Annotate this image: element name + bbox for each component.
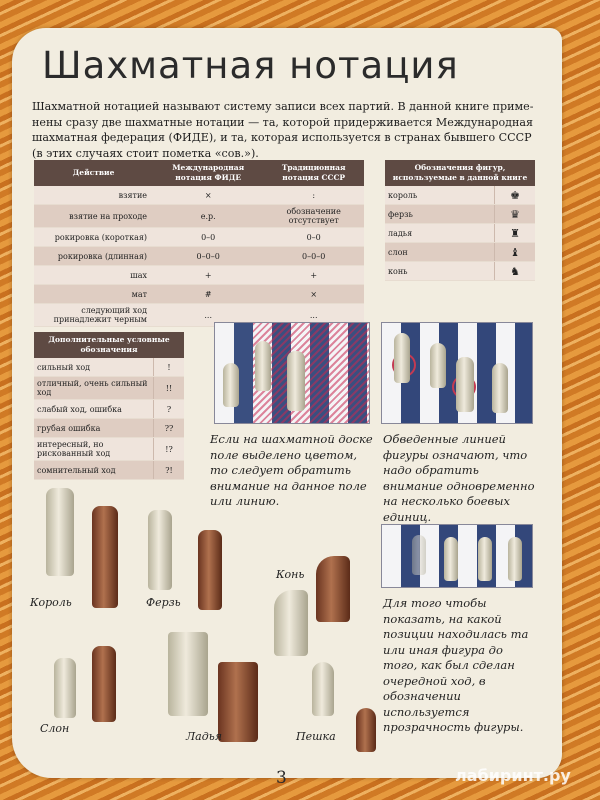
page-title: Шахматная нотация	[42, 44, 459, 87]
white-bishop-image	[54, 658, 76, 718]
white-queen-image	[148, 510, 172, 590]
pawn-piece-image	[508, 537, 522, 581]
table-cell: #	[153, 285, 263, 304]
table-cell: +	[263, 266, 364, 285]
table-cell: 0–0–0	[153, 247, 263, 266]
piece-name: король	[385, 186, 495, 205]
dark-knight-image	[316, 556, 350, 622]
table-cell: обозначение отсутствует	[263, 205, 364, 228]
dark-king-image	[92, 506, 118, 608]
pieces-header: Обозначения фигур, используемые в данной книге	[385, 160, 535, 186]
table-cell: ...	[153, 304, 263, 327]
table-row	[34, 285, 364, 304]
notation-symbol: ?	[154, 400, 185, 419]
dark-queen-image	[198, 530, 222, 610]
pawn-piece-image	[478, 537, 492, 581]
bishop-piece-image	[223, 363, 239, 407]
table-cell: шах	[34, 266, 153, 285]
notation-symbol: ?!	[154, 461, 185, 480]
piece-icon: ♞	[495, 262, 536, 281]
piece-name: слон	[385, 243, 495, 262]
notation-header-fide: Международная нотация ФИДЕ	[153, 160, 263, 186]
table-row	[34, 400, 184, 419]
piece-icon: ♝	[495, 243, 536, 262]
label-rook: Ладья	[186, 730, 222, 743]
piece-icon: ♜	[495, 224, 536, 243]
intro-paragraph: Шахматной нотацией называют систему записи всех партий. В данной книге приме-нены сразу две шахматные нотации — та, которой придерживается Международная шахматная федерация (ФИДЕ), и та, которая используется в странах бывшего СССР (в этих случаях стоит пометка «сов.»).	[32, 100, 534, 160]
transparency-board-image	[381, 524, 533, 588]
label-knight: Конь	[276, 568, 305, 581]
table-row	[34, 419, 184, 438]
page-number: 3	[276, 768, 287, 788]
notation-header-row	[34, 160, 364, 186]
white-knight-image	[274, 590, 308, 656]
table-row	[34, 247, 364, 266]
white-king-image	[46, 488, 74, 576]
notation-table	[34, 160, 364, 327]
pawn-piece-image	[444, 537, 458, 581]
table-cell: 0–0–0	[263, 247, 364, 266]
table-cell: взятие	[34, 186, 153, 205]
table-cell: рокировка (короткая)	[34, 228, 153, 247]
table-row	[34, 438, 184, 461]
table-row	[385, 224, 535, 243]
king-piece-image	[456, 357, 474, 412]
transparency-caption: Для того чтобы показать, на какой позиции находилась та или иная фигура до того, как был сделан очередной ход, в обозначении используется прозрачность фигуры.	[383, 596, 529, 734]
table-cell: ×	[153, 186, 263, 205]
piece-name: конь	[385, 262, 495, 281]
piece-name: ферзь	[385, 205, 495, 224]
dark-rook-image	[218, 662, 258, 742]
piece-icon: ♛	[495, 205, 536, 224]
table-row	[385, 186, 535, 205]
notation-meaning: грубая ошибка	[34, 419, 154, 438]
white-rook-image	[168, 632, 208, 716]
white-pawn-image	[312, 662, 334, 716]
ghost-pawn-image	[412, 535, 426, 575]
table-row	[385, 243, 535, 262]
bishop-piece-image	[492, 363, 508, 413]
king-piece-image	[287, 351, 305, 411]
rook-piece-image	[394, 333, 410, 383]
notation-meaning: слабый ход, ошибка	[34, 400, 154, 419]
table-row	[34, 266, 364, 285]
label-queen: Ферзь	[146, 596, 181, 609]
table-cell: 0–0	[263, 228, 364, 247]
highlighted-board-image	[214, 322, 370, 424]
outlined-board-image	[381, 322, 533, 424]
notation-meaning: сомнительный ход	[34, 461, 154, 480]
table-row	[34, 228, 364, 247]
table-cell: рокировка (длинная)	[34, 247, 153, 266]
table-cell: ×	[263, 285, 364, 304]
label-bishop: Слон	[40, 722, 70, 735]
piece-icon: ♚	[495, 186, 536, 205]
pawn-piece-image	[430, 343, 446, 388]
table-cell: +	[153, 266, 263, 285]
dark-pawn-image	[356, 708, 376, 752]
notation-meaning: интересный, но рискованный ход	[34, 438, 154, 461]
table-cell: следующий ход принадлежит черным	[34, 304, 153, 327]
notation-symbol: !!	[154, 377, 185, 400]
watermark: лабиринт.ру	[455, 766, 571, 785]
dark-bishop-image	[92, 646, 116, 722]
pieces-table	[385, 160, 535, 281]
notation-symbol: !?	[154, 438, 185, 461]
table-row	[34, 205, 364, 228]
label-pawn: Пешка	[296, 730, 336, 743]
notation-meaning: отличный, очень сильный ход	[34, 377, 154, 400]
table-cell: 0–0	[153, 228, 263, 247]
notation-meaning: сильный ход	[34, 358, 154, 377]
table-cell: взятие на проходе	[34, 205, 153, 228]
highlight-caption: Если на шахматной доске поле выделено цветом, то следует обратить внимание на данное поле или линию.	[210, 432, 373, 508]
label-king: Король	[30, 596, 72, 609]
extra-header: Дополнительные условные обозначения	[34, 332, 184, 358]
table-cell: e.p.	[153, 205, 263, 228]
table-cell: ...	[263, 304, 364, 327]
piece-name: ладья	[385, 224, 495, 243]
table-cell: мат	[34, 285, 153, 304]
notation-symbol: !	[154, 358, 185, 377]
extra-notation-table	[34, 332, 184, 480]
pawn-piece-image	[255, 341, 271, 391]
table-row	[34, 186, 364, 205]
table-row	[34, 377, 184, 400]
notation-header-action: Действие	[34, 160, 153, 186]
table-row	[385, 205, 535, 224]
table-row	[385, 262, 535, 281]
notation-symbol: ??	[154, 419, 185, 438]
table-row	[34, 461, 184, 480]
table-row	[34, 358, 184, 377]
table-cell: :	[263, 186, 364, 205]
outline-caption: Обведенные линией фигуры означают, что надо обратить внимание одновременно на несколько боевых единиц.	[383, 432, 535, 524]
notation-header-ussr: Традиционная нотация СССР	[263, 160, 364, 186]
